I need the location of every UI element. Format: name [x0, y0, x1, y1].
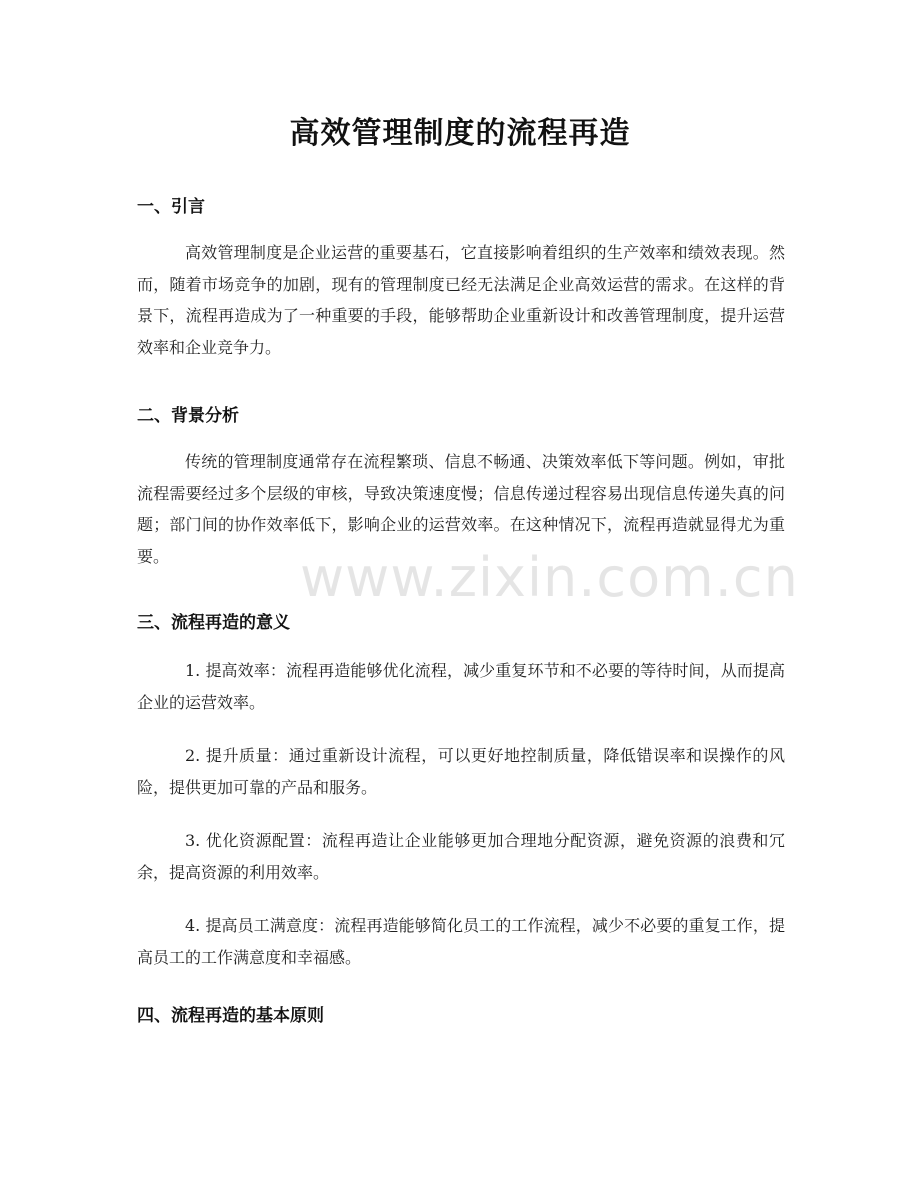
list-item-quality: 2. 提升质量：通过重新设计流程，可以更好地控制质量，降低错误率和误操作的风险，提供更加可靠的产品和服务。: [137, 746, 785, 797]
section-heading-principles: 四、流程再造的基本原则: [137, 1006, 324, 1026]
list-item-efficiency: 1. 提高效率：流程再造能够优化流程，减少重复环节和不必要的等待时间，从而提高企业的运营效率。: [137, 661, 785, 712]
page-title: 高效管理制度的流程再造: [289, 116, 631, 151]
paragraph-background: 传统的管理制度通常存在流程繁琐、信息不畅通、决策效率低下等问题。例如，审批流程需要经过多个层级的审核，导致决策速度慢；信息传递过程容易出现信息传递失真的问题；部门间的协作效率低下，影响企业的运营效率。在这种情况下，流程再造就显得尤为重要。: [137, 452, 785, 566]
paragraph-introduction: 高效管理制度是企业运营的重要基石，它直接影响着组织的生产效率和绩效表现。然而，随着市场竞争的加剧，现有的管理制度已经无法满足企业高效运营的需求。在这样的背景下，流程再造成为了一种重要的手段，能够帮助企业重新设计和改善管理制度，提升运营效率和企业竞争力。: [137, 243, 785, 357]
list-item-satisfaction: 4. 提高员工满意度：流程再造能够简化员工的工作流程，减少不必要的重复工作，提高员工的工作满意度和幸福感。: [137, 916, 785, 967]
section-heading-significance: 三、流程再造的意义: [137, 613, 290, 633]
list-item-resources: 3. 优化资源配置：流程再造让企业能够更加合理地分配资源，避免资源的浪费和冗余，提高资源的利用效率。: [137, 831, 785, 882]
watermark-text: www.zixin.com.cn: [300, 546, 799, 609]
section-heading-background: 二、背景分析: [137, 406, 239, 426]
section-heading-introduction: 一、引言: [137, 197, 205, 217]
